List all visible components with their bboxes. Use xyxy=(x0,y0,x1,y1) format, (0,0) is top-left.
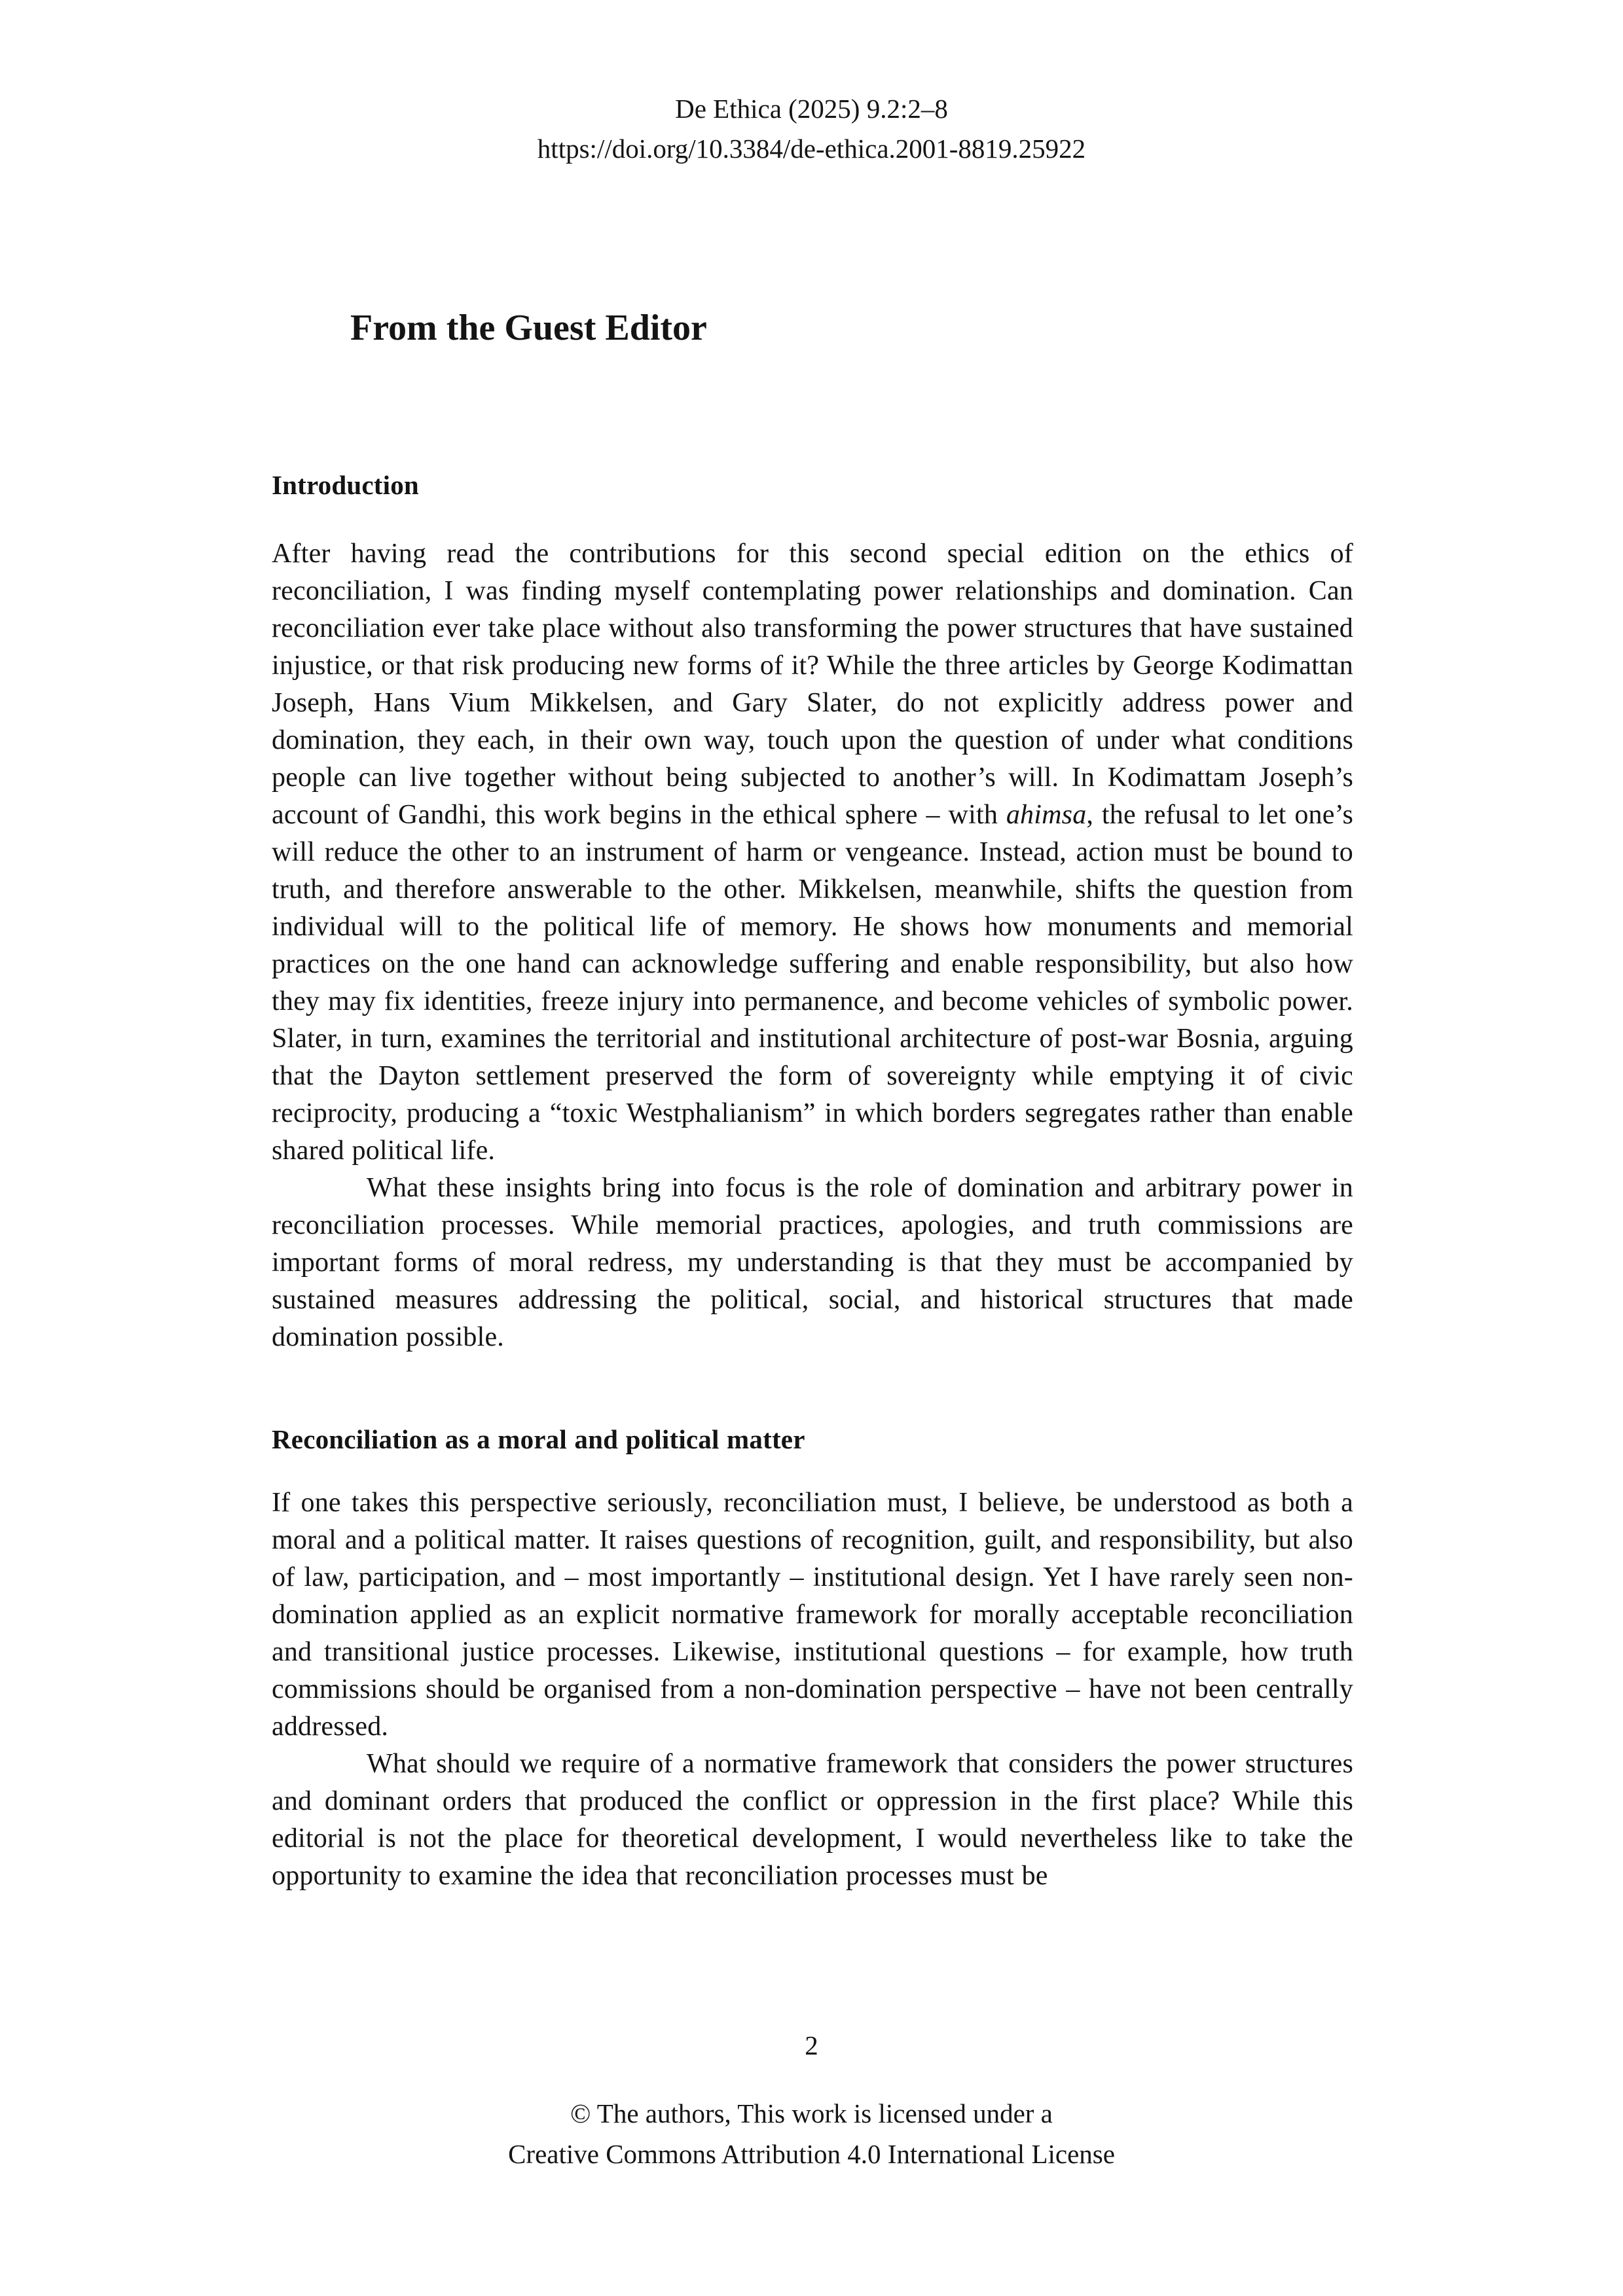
italic-term-ahimsa: ahimsa xyxy=(1006,800,1087,830)
doi-link[interactable]: https://doi.org/10.3384/de-ethica.2001-8819.25922 xyxy=(537,134,1086,164)
intro-paragraph-1 xyxy=(272,535,1353,1170)
reconciliation-paragraph-1: If one takes this perspective seriously, reconciliation must, I believe, be understood as both a moral and a political matter. It raises questions of recognition, guilt, and responsibility, but also of law, participation, and – most importantly – institutional design. Yet I have rarely seen non-domination applied as an explicit normative framework for morally acceptable reconciliation and transitional justice processes. Likewise, institutional questions – for example, how truth commissions should be organised from a non-domination perspective – have not been centrally addressed. xyxy=(272,1488,1353,1742)
journal-citation: De Ethica (2025) 9.2:2–8 xyxy=(675,94,948,124)
paragraph-text: , the refusal to let one’s will reduce the other to an instrument of harm or vengeance. Instead, action must be bound to truth, and therefore answerable to the other. Mikkelsen, meanwhile, shifts the question from individual will to the political life of memory. He shows how monuments and memorial practices on the one hand can acknowledge suffering and enable responsibility, but also how they may fix identities, freeze injury into permanence, and become vehicles of symbolic power. Slater, in turn, examines the territorial and institutional architecture of post-war Bosnia, arguing that the Dayton settlement preserved the form of sovereignty while emptying it of civic reciprocity, producing a “toxic Westphalianism” in which borders segregates rather than enable shared political life. xyxy=(272,800,1353,1166)
page-header xyxy=(0,89,1623,169)
page-number: 2 xyxy=(805,2030,818,2060)
license-text-line-1: © The authors, This work is licensed under a xyxy=(570,2098,1053,2128)
reconciliation-paragraph-2: What should we require of a normative framework that considers the power structures and dominant orders that produced the conflict or oppression in the first place? While this editorial is not the place for theoretical development, I would nevertheless like to take the opportunity to examine the idea that reconciliation processes must be xyxy=(272,1749,1353,1891)
intro-paragraph-2: What these insights bring into focus is the role of domination and arbitrary power in reconciliation processes. While memorial practices, apologies, and truth commissions are important forms of moral redress, my understanding is that they must be accompanied by sustained measures addressing the political, social, and historical structures that made domination possible. xyxy=(272,1173,1353,1352)
article-title: From the Guest Editor xyxy=(350,308,707,348)
article-body xyxy=(272,467,1353,1895)
section-heading-reconciliation: Reconciliation as a moral and political matter xyxy=(272,1424,805,1454)
paragraph-text: After having read the contributions for this second special edition on the ethics of reconciliation, I was finding myself contemplating power relationships and domination. Can reconciliation ever take place without also transforming the power structures that have sustained injustice, or that risk producing new forms of it? While the three articles by George Kodimattan Joseph, Hans Vium Mikkelsen, and Gary Slater, do not explicitly address power and domination, they each, in their own way, touch upon the question of under what conditions people can live together without being subjected to another’s will. In Kodimattam Joseph’s account of Gandhi, this work begins in the ethical sphere – with xyxy=(272,539,1353,830)
section-heading-introduction: Introduction xyxy=(272,470,419,500)
license-notice xyxy=(0,2093,1623,2174)
license-text-line-2: Creative Commons Attribution 4.0 International License xyxy=(508,2139,1115,2169)
